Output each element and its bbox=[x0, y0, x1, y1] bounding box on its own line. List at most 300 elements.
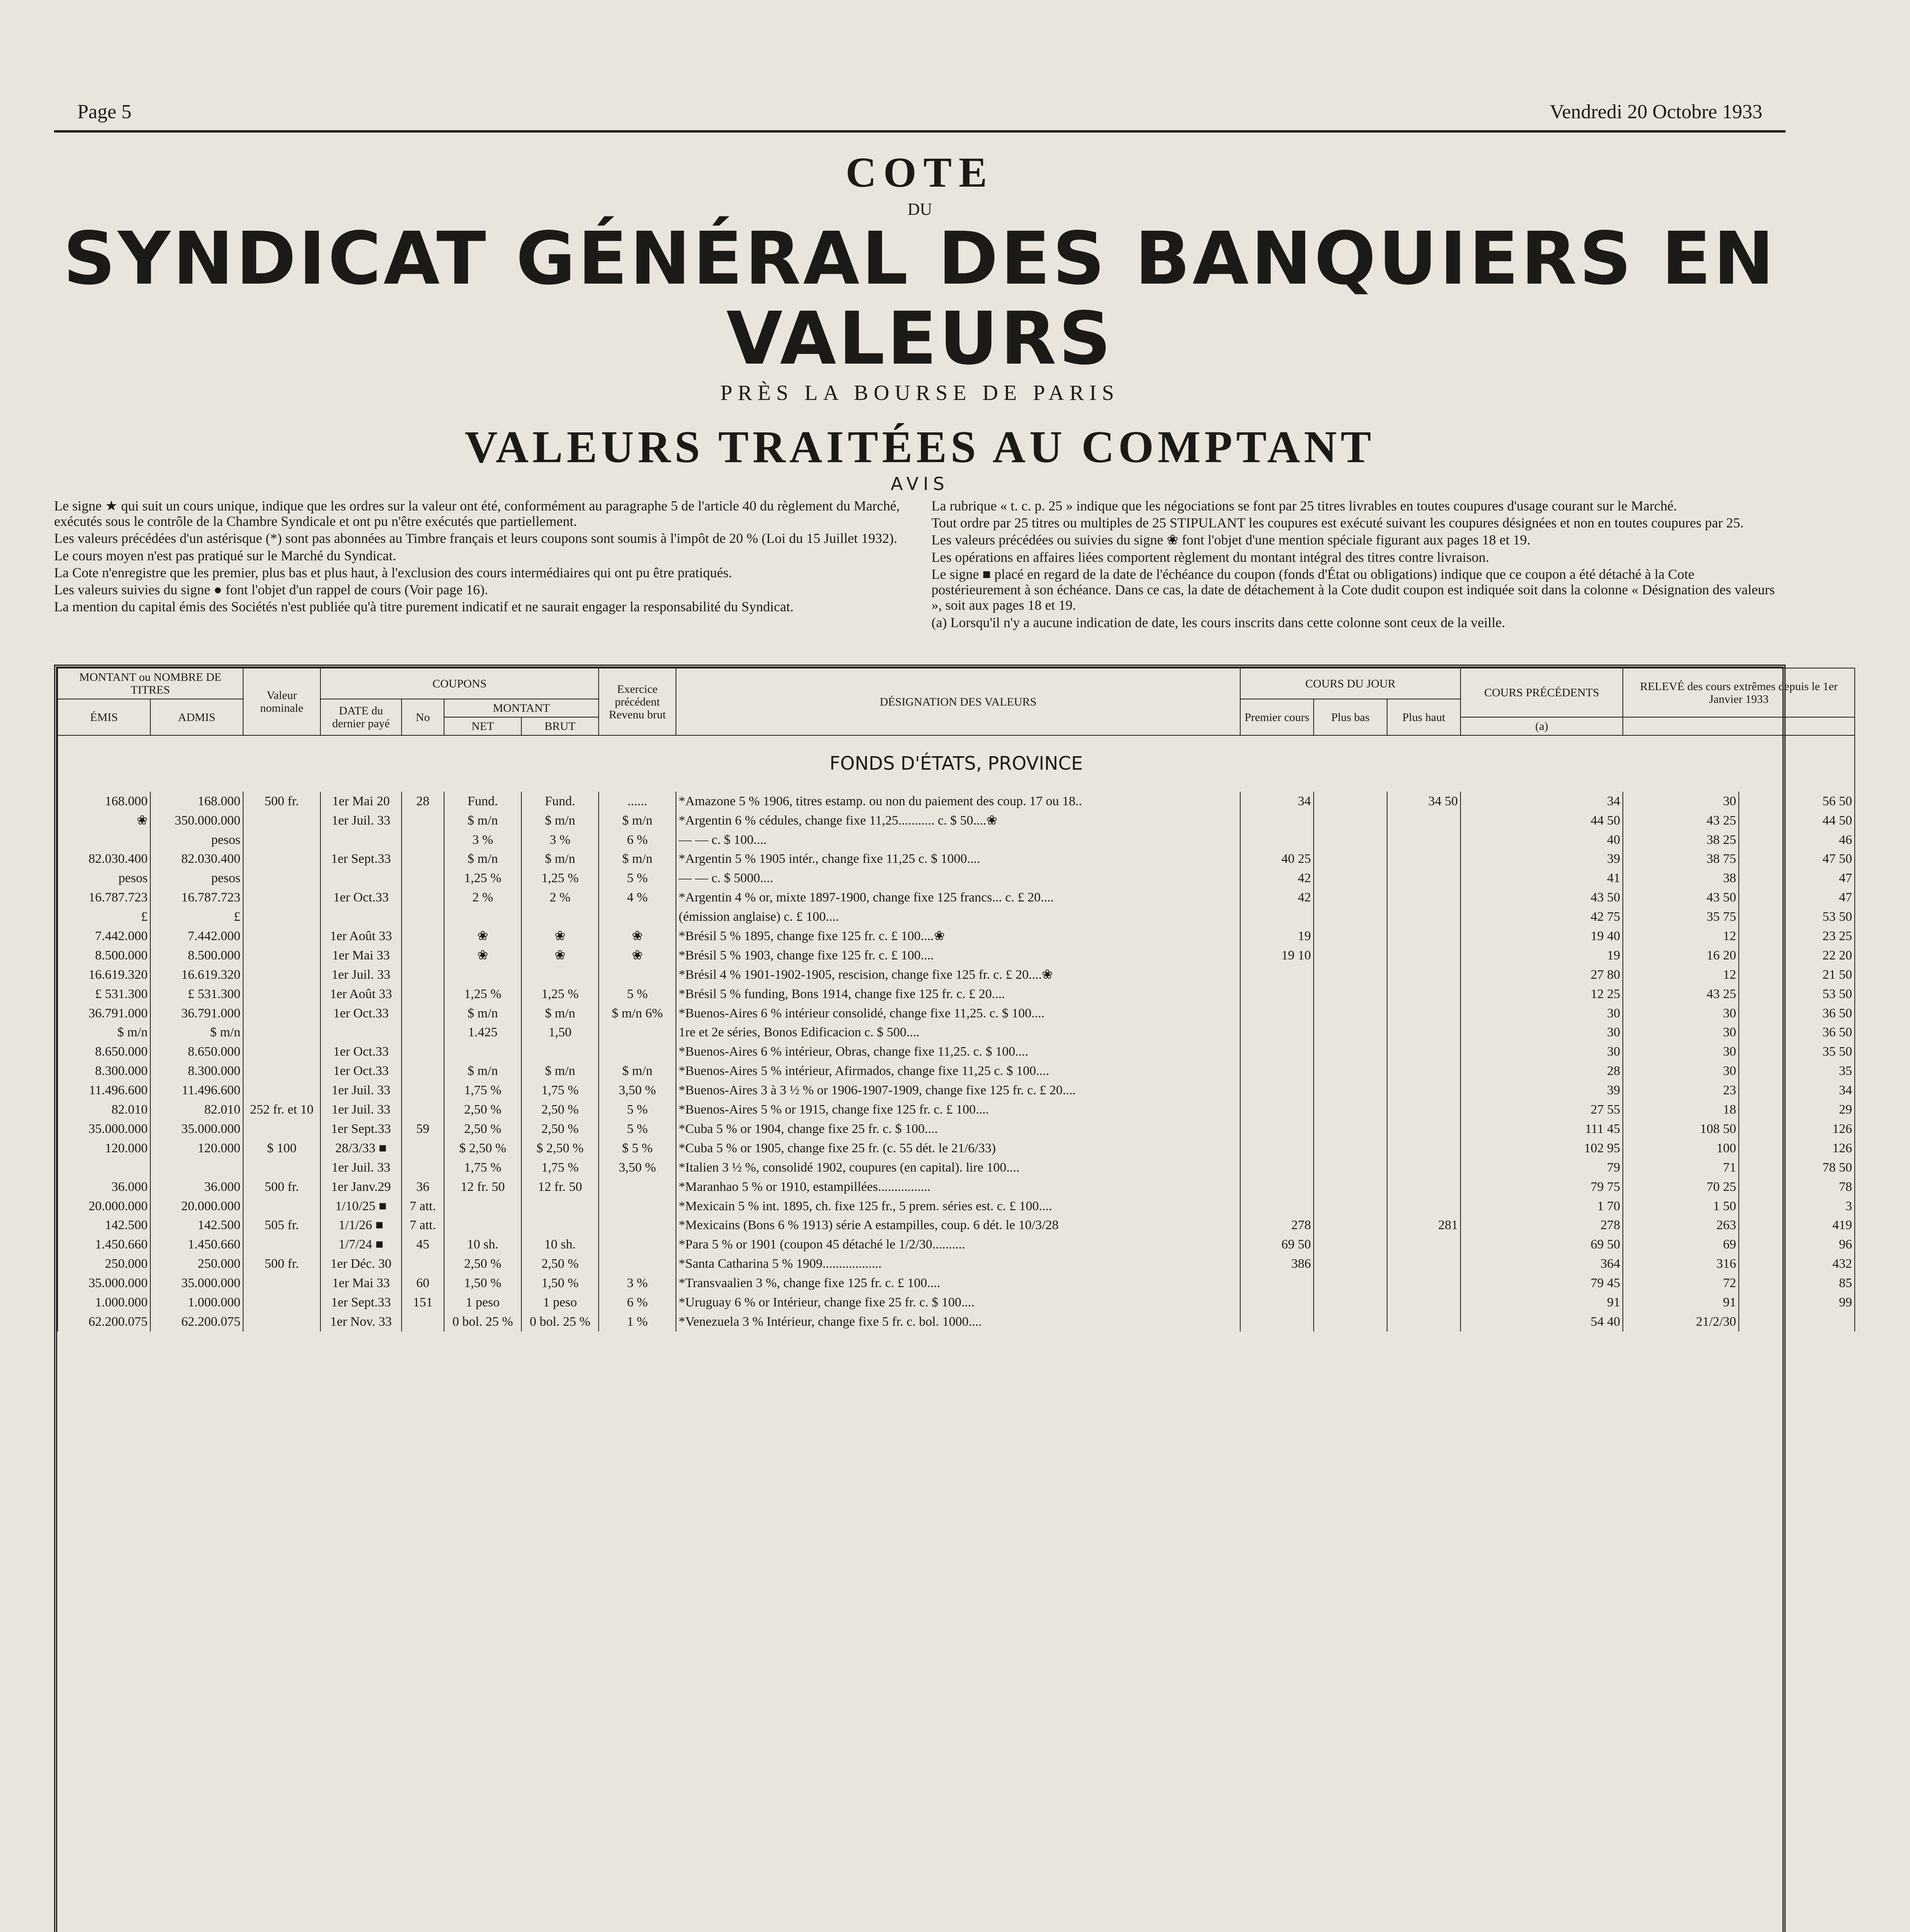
table-cell: 3,50 % bbox=[599, 1081, 676, 1100]
table-cell: 500 fr. bbox=[243, 1254, 320, 1274]
table-cell: £ bbox=[58, 907, 150, 927]
security-designation: *Transvaalien 3 %, change fixe 125 fr. c. £ 100.... bbox=[676, 1274, 1240, 1293]
table-cell: 1,50 % bbox=[521, 1274, 599, 1293]
table-cell bbox=[320, 907, 402, 927]
security-designation: *Buenos-Aires 5 % intérieur, Afirmados, change fixe 11,25 c. $ 100.... bbox=[676, 1061, 1240, 1081]
table-cell: 36 50 bbox=[1739, 1023, 1855, 1042]
table-cell bbox=[1387, 965, 1461, 985]
security-designation: (émission anglaise) c. £ 100.... bbox=[676, 907, 1240, 927]
table-cell: 12 25 bbox=[1461, 985, 1623, 1004]
table-row bbox=[58, 811, 1855, 830]
table-cell: 6 % bbox=[599, 1293, 676, 1312]
security-designation: *Buenos-Aires 3 à 3 ½ % or 1906-1907-1909, change fixe 125 fr. c. £ 20.... bbox=[676, 1081, 1240, 1100]
table-cell: 16.619.320 bbox=[150, 965, 243, 985]
table-cell: 5 % bbox=[599, 1119, 676, 1139]
table-cell: 120.000 bbox=[150, 1139, 243, 1158]
table-cell bbox=[1314, 1004, 1387, 1023]
table-row bbox=[58, 1119, 1855, 1139]
table-cell: 1er Juil. 33 bbox=[320, 1158, 402, 1177]
table-cell: 1er Juil. 33 bbox=[320, 1100, 402, 1119]
table-cell: ❀ bbox=[58, 811, 150, 830]
cote-title: COTE bbox=[846, 149, 994, 196]
table-cell bbox=[521, 1197, 599, 1216]
table-cell: 36 bbox=[402, 1177, 444, 1197]
table-cell: 30 bbox=[1461, 1004, 1623, 1023]
table-row bbox=[58, 907, 1855, 927]
table-cell: 30 bbox=[1623, 1004, 1739, 1023]
table-row bbox=[58, 946, 1855, 965]
table-cell: 1er Nov. 33 bbox=[320, 1312, 402, 1332]
table-cell bbox=[599, 1177, 676, 1197]
quotation-rows bbox=[58, 735, 1855, 1332]
table-cell bbox=[1387, 869, 1461, 888]
table-cell: 111 45 bbox=[1461, 1119, 1623, 1139]
table-cell: 30 bbox=[1623, 792, 1739, 811]
table-cell: 35 75 bbox=[1623, 907, 1739, 927]
table-cell bbox=[243, 1235, 320, 1254]
table-cell: 47 bbox=[1739, 869, 1855, 888]
table-cell: 2,50 % bbox=[521, 1119, 599, 1139]
table-cell: 1 % bbox=[599, 1312, 676, 1332]
avis-paragraph: Les valeurs suivies du signe ● font l'objet d'un rappel de cours (Voir page 16). bbox=[54, 582, 488, 598]
col-cours-jour: COURS DU JOUR bbox=[1240, 668, 1461, 699]
table-cell: 1,75 % bbox=[521, 1158, 599, 1177]
table-cell bbox=[1314, 830, 1387, 850]
table-cell: 8.500.000 bbox=[58, 946, 150, 965]
table-cell: $ m/n bbox=[444, 849, 521, 869]
table-cell bbox=[1314, 907, 1387, 927]
table-cell: 3,50 % bbox=[599, 1158, 676, 1177]
table-cell: 39 bbox=[1461, 1081, 1623, 1100]
table-cell: 350.000.000 bbox=[150, 811, 243, 830]
col-designation: DÉSIGNATION DES VALEURS bbox=[676, 668, 1240, 735]
table-cell: 142.500 bbox=[58, 1216, 150, 1235]
table-cell bbox=[444, 1216, 521, 1235]
col-coupons: COUPONS bbox=[320, 668, 599, 699]
table-cell bbox=[243, 1042, 320, 1061]
table-cell: 34 bbox=[1461, 792, 1623, 811]
table-cell bbox=[402, 830, 444, 850]
table-row bbox=[58, 869, 1855, 888]
security-designation: *Argentin 6 % cédules, change fixe 11,25........... c. $ 50....❀ bbox=[676, 811, 1240, 830]
table-cell: 5 % bbox=[599, 985, 676, 1004]
avis-paragraph: Tout ordre par 25 titres ou multiples de 25 STIPULANT les coupures est exécuté suivant les coupures désignées et non en toutes coupures par 25. bbox=[931, 515, 1744, 531]
avis-title: AVIS bbox=[890, 473, 949, 494]
table-cell: 16 20 bbox=[1623, 946, 1739, 965]
table-cell: 21/2/30 bbox=[1623, 1312, 1739, 1332]
table-cell: £ bbox=[150, 907, 243, 927]
table-cell: 1,75 % bbox=[521, 1081, 599, 1100]
table-cell bbox=[521, 1216, 599, 1235]
table-cell: 263 bbox=[1623, 1216, 1739, 1235]
table-cell: 19 bbox=[1461, 946, 1623, 965]
table-cell: 8.300.000 bbox=[150, 1061, 243, 1081]
table-cell bbox=[243, 1274, 320, 1293]
security-designation: *Uruguay 6 % or Intérieur, change fixe 25 fr. c. $ 100.... bbox=[676, 1293, 1240, 1312]
table-cell bbox=[243, 1081, 320, 1100]
table-cell: $ m/n bbox=[58, 1023, 150, 1042]
table-cell bbox=[320, 830, 402, 850]
table-cell bbox=[1314, 1254, 1387, 1274]
table-cell: 54 40 bbox=[1461, 1312, 1623, 1332]
table-cell bbox=[1314, 1081, 1387, 1100]
table-cell: 82.030.400 bbox=[58, 849, 150, 869]
security-designation: *Brésil 5 % 1895, change fixe 125 fr. c. £ 100....❀ bbox=[676, 927, 1240, 946]
table-cell: 1/10/25 ■ bbox=[320, 1197, 402, 1216]
table-cell: 85 bbox=[1739, 1274, 1855, 1293]
security-designation: *Buenos-Aires 6 % intérieur consolidé, change fixe 11,25. c. $ 100.... bbox=[676, 1004, 1240, 1023]
table-cell bbox=[402, 1081, 444, 1100]
table-cell: 27 55 bbox=[1461, 1100, 1623, 1119]
table-cell: £ 531.300 bbox=[58, 985, 150, 1004]
table-cell: 42 bbox=[1240, 888, 1314, 907]
table-cell bbox=[402, 888, 444, 907]
table-cell bbox=[243, 888, 320, 907]
table-cell bbox=[150, 1158, 243, 1177]
table-cell bbox=[243, 907, 320, 927]
table-cell: 278 bbox=[1461, 1216, 1623, 1235]
col-admis: ADMIS bbox=[150, 699, 243, 735]
table-cell: 1 peso bbox=[521, 1293, 599, 1312]
table-cell: 47 bbox=[1739, 888, 1855, 907]
table-cell: 62.200.075 bbox=[150, 1312, 243, 1332]
section-heading-row bbox=[58, 735, 1855, 792]
table-cell: 1er Août 33 bbox=[320, 985, 402, 1004]
section-heading: FONDS D'ÉTATS, PROVINCE bbox=[58, 735, 1855, 792]
table-cell: 42 75 bbox=[1461, 907, 1623, 927]
table-cell: 2 % bbox=[444, 888, 521, 907]
table-cell: 41 bbox=[1461, 869, 1623, 888]
table-cell: 36.791.000 bbox=[150, 1004, 243, 1023]
table-cell: 69 50 bbox=[1461, 1235, 1623, 1254]
table-cell bbox=[1314, 1119, 1387, 1139]
table-cell: 28/3/33 ■ bbox=[320, 1139, 402, 1158]
table-cell bbox=[58, 1158, 150, 1177]
table-cell bbox=[402, 869, 444, 888]
table-row bbox=[58, 1274, 1855, 1293]
table-cell: 30 bbox=[1623, 1042, 1739, 1061]
table-cell: 1,25 % bbox=[521, 869, 599, 888]
table-cell: 5 % bbox=[599, 869, 676, 888]
table-cell bbox=[1387, 1100, 1461, 1119]
table-cell bbox=[1314, 1312, 1387, 1332]
table-cell: 23 bbox=[1623, 1081, 1739, 1100]
table-cell: 12 bbox=[1623, 965, 1739, 985]
table-cell: 1er Mai 33 bbox=[320, 946, 402, 965]
table-cell: 19 bbox=[1240, 927, 1314, 946]
table-cell: 102 95 bbox=[1461, 1139, 1623, 1158]
col-releve-extremes bbox=[1623, 717, 1855, 735]
table-cell: 78 bbox=[1739, 1177, 1855, 1197]
table-cell: ...... bbox=[599, 792, 676, 811]
table-cell: $ m/n bbox=[599, 1061, 676, 1081]
table-cell bbox=[243, 946, 320, 965]
security-designation: *Argentin 4 % or, mixte 1897-1900, change fixe 125 francs... c. £ 20.... bbox=[676, 888, 1240, 907]
table-cell: 1.450.660 bbox=[58, 1235, 150, 1254]
table-row bbox=[58, 1139, 1855, 1158]
table-cell bbox=[402, 1312, 444, 1332]
table-cell: 7 att. bbox=[402, 1197, 444, 1216]
table-cell bbox=[1387, 1023, 1461, 1042]
table-cell bbox=[402, 1254, 444, 1274]
table-cell bbox=[1387, 927, 1461, 946]
table-cell: 1er Juil. 33 bbox=[320, 965, 402, 985]
table-cell: 79 45 bbox=[1461, 1274, 1623, 1293]
table-cell bbox=[243, 1023, 320, 1042]
table-cell: 69 50 bbox=[1240, 1235, 1314, 1254]
table-cell bbox=[1314, 1023, 1387, 1042]
table-cell: 1,50 bbox=[521, 1023, 599, 1042]
table-cell: 5 % bbox=[599, 1100, 676, 1119]
table-cell: 30 bbox=[1623, 1061, 1739, 1081]
table-cell: 1er Janv.29 bbox=[320, 1177, 402, 1197]
table-cell: ❀ bbox=[521, 927, 599, 946]
table-cell: 252 fr. et 10 bbox=[243, 1100, 320, 1119]
table-cell: ❀ bbox=[521, 946, 599, 965]
table-cell: pesos bbox=[58, 869, 150, 888]
table-cell: 1 peso bbox=[444, 1293, 521, 1312]
table-row bbox=[58, 1023, 1855, 1042]
table-cell bbox=[1240, 1081, 1314, 1100]
table-cell bbox=[243, 849, 320, 869]
bourse-subtitle: PRÈS LA BOURSE DE PARIS bbox=[720, 381, 1120, 405]
table-cell: 7.442.000 bbox=[58, 927, 150, 946]
table-cell bbox=[402, 985, 444, 1004]
security-designation: *Brésil 4 % 1901-1902-1905, rescision, change fixe 125 fr. c. £ 20....❀ bbox=[676, 965, 1240, 985]
table-cell bbox=[444, 965, 521, 985]
table-cell: 1 70 bbox=[1461, 1197, 1623, 1216]
table-cell: 40 25 bbox=[1240, 849, 1314, 869]
table-cell bbox=[243, 1158, 320, 1177]
table-cell bbox=[402, 1004, 444, 1023]
table-cell: 44 50 bbox=[1739, 811, 1855, 830]
table-cell bbox=[1387, 907, 1461, 927]
table-cell: $ m/n bbox=[599, 811, 676, 830]
table-cell: $ 100 bbox=[243, 1139, 320, 1158]
quotation-table bbox=[57, 668, 1855, 1332]
table-cell bbox=[1240, 1042, 1314, 1061]
table-cell: 250.000 bbox=[58, 1254, 150, 1274]
col-montant-coupon: MONTANT bbox=[444, 699, 599, 717]
table-cell bbox=[1314, 965, 1387, 985]
table-cell bbox=[1387, 1197, 1461, 1216]
avis-paragraph: Le signe ■ placé en regard de la date de l'échéance du coupon (fonds d'État ou obligations) indique que ce coupon a été détaché à la Cote postérieurement à son échéance. Dans ce cas, la date de détachement à la Cote dudit coupon est indiquée soit dans la colonne « Désignation des valeurs », soit aux pages 18 et 19. bbox=[931, 566, 1775, 613]
table-row bbox=[58, 830, 1855, 850]
table-cell: 38 25 bbox=[1623, 830, 1739, 850]
table-cell: 1er Sept.33 bbox=[320, 1293, 402, 1312]
table-cell bbox=[402, 907, 444, 927]
avis-notices bbox=[54, 498, 1786, 632]
table-cell bbox=[599, 1254, 676, 1274]
table-cell: 1er Sept.33 bbox=[320, 849, 402, 869]
table-cell bbox=[1240, 1119, 1314, 1139]
table-cell bbox=[599, 907, 676, 927]
security-designation: *Cuba 5 % or 1904, change fixe 25 fr. c. $ 100.... bbox=[676, 1119, 1240, 1139]
table-cell: 1er Juil. 33 bbox=[320, 1081, 402, 1100]
table-cell: 29 bbox=[1739, 1100, 1855, 1119]
table-cell: $ m/n bbox=[521, 811, 599, 830]
table-cell: 20.000.000 bbox=[150, 1197, 243, 1216]
table-cell bbox=[1314, 1235, 1387, 1254]
table-cell bbox=[1387, 1119, 1461, 1139]
table-cell bbox=[444, 907, 521, 927]
table-cell: 62.200.075 bbox=[58, 1312, 150, 1332]
table-cell: 82.010 bbox=[58, 1100, 150, 1119]
security-designation: *Mexicain 5 % int. 1895, ch. fixe 125 fr., 5 prem. séries est. c. £ 100.... bbox=[676, 1197, 1240, 1216]
table-cell: $ m/n bbox=[444, 1004, 521, 1023]
table-cell: 71 bbox=[1623, 1158, 1739, 1177]
table-cell bbox=[1387, 1158, 1461, 1177]
table-cell: 23 25 bbox=[1739, 927, 1855, 946]
table-cell: 1.000.000 bbox=[58, 1293, 150, 1312]
table-cell bbox=[1387, 1254, 1461, 1274]
table-cell bbox=[599, 1023, 676, 1042]
table-cell: 43 25 bbox=[1623, 985, 1739, 1004]
table-cell: 432 bbox=[1739, 1254, 1855, 1274]
table-cell: 16.787.723 bbox=[150, 888, 243, 907]
security-designation: *Amazone 5 % 1906, titres estamp. ou non du paiement des coup. 17 ou 18.. bbox=[676, 792, 1240, 811]
col-brut: BRUT bbox=[521, 717, 599, 735]
table-cell bbox=[1314, 849, 1387, 869]
table-cell: 500 fr. bbox=[243, 1177, 320, 1197]
table-cell bbox=[1314, 1100, 1387, 1119]
table-cell: 91 bbox=[1623, 1293, 1739, 1312]
table-cell: 70 25 bbox=[1623, 1177, 1739, 1197]
quotation-table-frame bbox=[54, 665, 1852, 1932]
table-cell bbox=[1314, 1293, 1387, 1312]
table-cell: 3 % bbox=[444, 830, 521, 850]
table-cell: 35.000.000 bbox=[58, 1274, 150, 1293]
table-cell bbox=[1387, 985, 1461, 1004]
table-cell bbox=[1240, 1100, 1314, 1119]
table-cell: 8.300.000 bbox=[58, 1061, 150, 1081]
table-cell: 2,50 % bbox=[521, 1100, 599, 1119]
table-cell: 8.500.000 bbox=[150, 946, 243, 965]
table-cell: 2,50 % bbox=[444, 1119, 521, 1139]
table-cell: 8.650.000 bbox=[150, 1042, 243, 1061]
table-cell: 6 % bbox=[599, 830, 676, 850]
table-cell: 35.000.000 bbox=[150, 1274, 243, 1293]
security-designation: *Maranhao 5 % or 1910, estampillées................ bbox=[676, 1177, 1240, 1197]
table-cell: 250.000 bbox=[150, 1254, 243, 1274]
table-cell: 1 50 bbox=[1623, 1197, 1739, 1216]
page-number: Page 5 bbox=[77, 101, 132, 123]
table-cell: $ m/n bbox=[150, 1023, 243, 1042]
table-cell: 1,50 % bbox=[444, 1274, 521, 1293]
table-cell: 78 50 bbox=[1739, 1158, 1855, 1177]
table-cell bbox=[320, 869, 402, 888]
table-cell bbox=[243, 1312, 320, 1332]
table-cell: 40 bbox=[1461, 830, 1623, 850]
table-cell: 38 75 bbox=[1623, 849, 1739, 869]
table-cell: 386 bbox=[1240, 1254, 1314, 1274]
table-row bbox=[58, 1312, 1855, 1332]
table-cell: 0 bol. 25 % bbox=[521, 1312, 599, 1332]
table-cell: 34 50 bbox=[1387, 792, 1461, 811]
table-cell: 1,25 % bbox=[444, 985, 521, 1004]
table-cell bbox=[521, 907, 599, 927]
table-cell: £ 531.300 bbox=[150, 985, 243, 1004]
avis-paragraph: Le signe ★ qui suit un cours unique, indique que les ordres sur la valeur ont été, conformément au paragraphe 5 de l'article 40 du règlement du Marché, exécutés sous le contrôle de la Chambre Syndicale et ont pu n'être exécutés que partiellement. bbox=[54, 498, 900, 529]
table-cell bbox=[402, 927, 444, 946]
table-cell: 1er Mai 33 bbox=[320, 1274, 402, 1293]
security-designation: *Buenos-Aires 5 % or 1915, change fixe 125 fr. c. £ 100.... bbox=[676, 1100, 1240, 1119]
table-cell bbox=[1387, 1235, 1461, 1254]
table-cell: 168.000 bbox=[150, 792, 243, 811]
table-cell: 281 bbox=[1387, 1216, 1461, 1235]
table-cell: 53 50 bbox=[1739, 985, 1855, 1004]
table-cell bbox=[320, 1023, 402, 1042]
table-cell bbox=[1739, 1312, 1855, 1332]
table-cell: 35 50 bbox=[1739, 1042, 1855, 1061]
table-cell: 120.000 bbox=[58, 1139, 150, 1158]
table-cell bbox=[1387, 1177, 1461, 1197]
table-cell bbox=[402, 946, 444, 965]
table-cell bbox=[1387, 830, 1461, 850]
table-cell: 12 bbox=[1623, 927, 1739, 946]
table-cell: 20.000.000 bbox=[58, 1197, 150, 1216]
table-cell: 1,75 % bbox=[444, 1081, 521, 1100]
table-cell: $ m/n 6% bbox=[599, 1004, 676, 1023]
table-cell: 96 bbox=[1739, 1235, 1855, 1254]
table-row bbox=[58, 985, 1855, 1004]
table-row bbox=[58, 1177, 1855, 1197]
table-cell bbox=[599, 965, 676, 985]
table-cell bbox=[402, 965, 444, 985]
table-cell: 60 bbox=[402, 1274, 444, 1293]
table-cell: 46 bbox=[1739, 830, 1855, 850]
table-cell bbox=[1240, 1061, 1314, 1081]
table-cell bbox=[402, 1023, 444, 1042]
table-cell: 126 bbox=[1739, 1119, 1855, 1139]
table-cell: 28 bbox=[1461, 1061, 1623, 1081]
issue-date: Vendredi 20 Octobre 1933 bbox=[1549, 101, 1762, 123]
col-bas: Plus bas bbox=[1314, 699, 1387, 735]
avis-paragraph: Les valeurs précédées ou suivies du signe ❀ font l'objet d'une mention spéciale figurant aux pages 18 et 19. bbox=[931, 532, 1530, 548]
table-cell bbox=[599, 1235, 676, 1254]
header-rule bbox=[54, 130, 1786, 133]
table-cell: 34 bbox=[1739, 1081, 1855, 1100]
page-header bbox=[54, 100, 1786, 123]
table-cell bbox=[1240, 985, 1314, 1004]
table-cell bbox=[402, 1061, 444, 1081]
table-cell: 1.000.000 bbox=[150, 1293, 243, 1312]
col-valeur: Valeur nominale bbox=[243, 668, 320, 735]
table-cell: 19 40 bbox=[1461, 927, 1623, 946]
table-cell: 79 bbox=[1461, 1158, 1623, 1177]
col-haut: Plus haut bbox=[1387, 699, 1461, 735]
table-cell: 100 bbox=[1623, 1139, 1739, 1158]
security-designation: *Cuba 5 % or 1905, change fixe 25 fr. (c. 55 dét. le 21/6/33) bbox=[676, 1139, 1240, 1158]
table-cell bbox=[599, 1197, 676, 1216]
table-cell: 91 bbox=[1461, 1293, 1623, 1312]
col-date: DATE du dernier payé bbox=[320, 699, 402, 735]
table-cell bbox=[1314, 1139, 1387, 1158]
col-exercice: Exercice précédent Revenu brut bbox=[599, 668, 676, 735]
table-cell bbox=[243, 1197, 320, 1216]
col-precedents-a: (a) bbox=[1461, 717, 1623, 735]
table-cell bbox=[402, 1100, 444, 1119]
table-cell: 7.442.000 bbox=[150, 927, 243, 946]
table-cell: 0 bol. 25 % bbox=[444, 1312, 521, 1332]
table-cell: 45 bbox=[402, 1235, 444, 1254]
newspaper-page bbox=[54, 100, 1852, 1932]
table-cell: 1er Oct.33 bbox=[320, 888, 402, 907]
table-row bbox=[58, 1293, 1855, 1312]
table-cell: 8.650.000 bbox=[58, 1042, 150, 1061]
table-cell: 43 25 bbox=[1623, 811, 1739, 830]
table-cell: 10 sh. bbox=[444, 1235, 521, 1254]
